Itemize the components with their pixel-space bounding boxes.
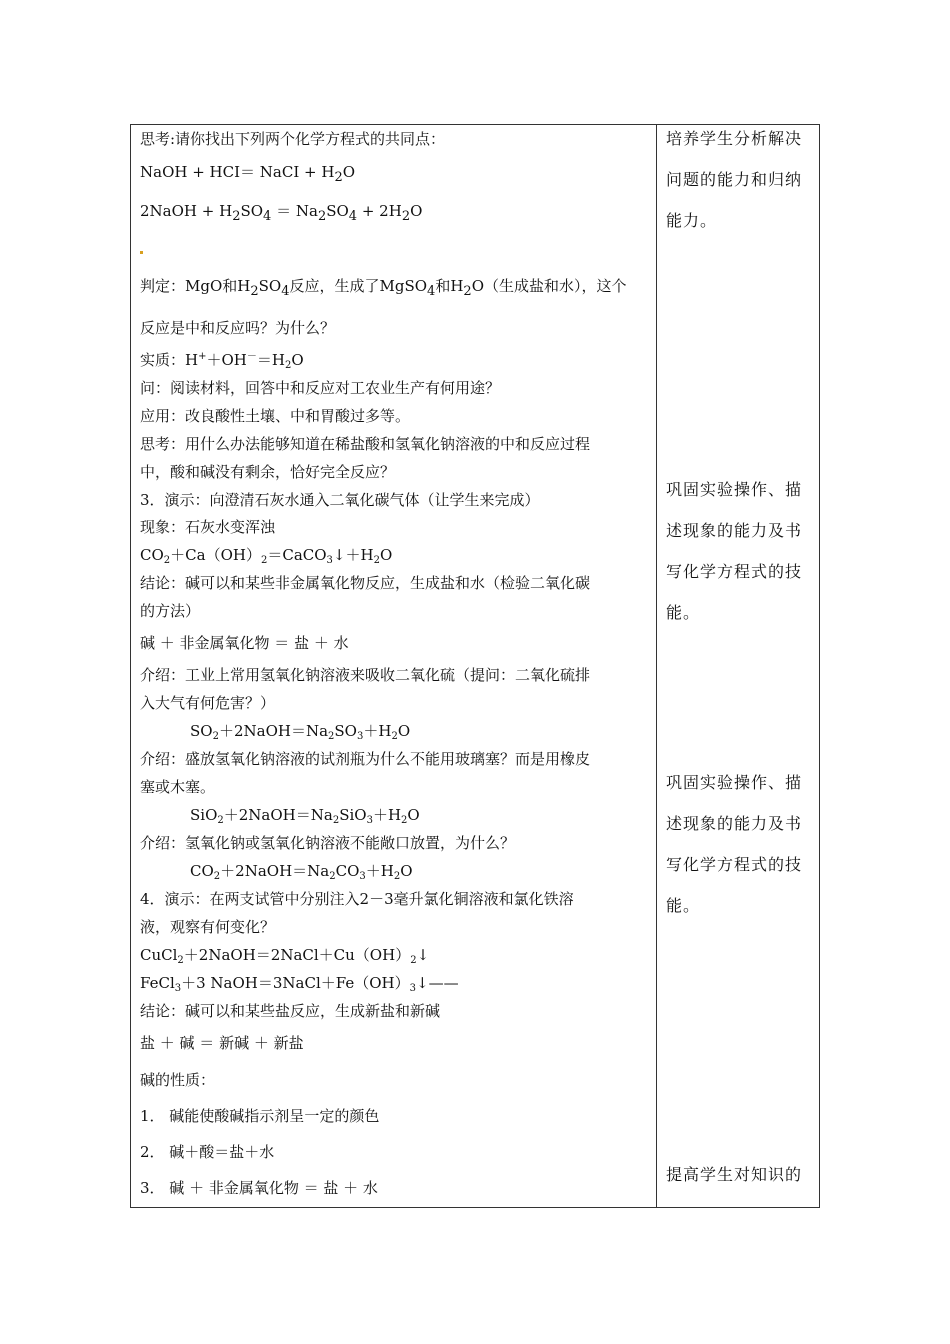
equation-so2-naoh: $SO_2+2NaOH=Na_2SO_3+H_2O$ (190, 722, 411, 742)
intro3-text: 介绍：氢氧化钠或氢氧化钠溶液不能敞口放置，为什么？ (140, 834, 516, 852)
equation-fecl3-naoh: FeCl$_3$＋3 $NaOH=3NaCl+Fe(OH)_3↓——$ (140, 974, 459, 994)
property-1: 1． 碱能使酸碱指示剂呈一定的颜色 (140, 1107, 380, 1125)
rule-base-nonmetal-oxide: 碱 ＋ 非金属氧化物 ＝ 盐 ＋ 水 (140, 634, 349, 652)
rule-salt-base: 盐 ＋ 碱 ＝ 新碱 ＋ 新盐 (140, 1034, 304, 1052)
content-column (131, 125, 657, 1207)
equation-naoh-h2so4: 2NaOH + H2SO4 ＝ Na2SO4 + 2H2O (140, 202, 423, 224)
equation-sio2-naoh: $SiO_2+2NaOH=Na_2SiO_3+H_2O$ (190, 806, 420, 826)
purpose-note-3: 巩固实验操作、描 述现象的能力及书 写化学方程式的技 能。 (666, 773, 803, 915)
properties-title: 碱的性质： (140, 1071, 216, 1089)
purpose-note-4: 提高学生对知识的 (666, 1165, 803, 1184)
demo3-text: 3．演示：向澄清石灰水通入二氧化碳气体（让学生来完成） (140, 491, 540, 509)
judge-line-1: 判定：MgO和H2SO4反应，生成了MgSO4和H2O（生成盐和水），这个 (140, 277, 627, 299)
application-text: 应用：改良酸性土壤、中和胃酸过多等。 (140, 407, 411, 425)
lesson-table (130, 124, 820, 1208)
think2-line-1: 思考：用什么办法能够知道在稀盐酸和氢氧化钠溶液的中和反应过程 (140, 435, 591, 453)
judge-line-2: 反应是中和反应吗？为什么？ (140, 319, 336, 337)
property-2: 2． 碱＋酸＝盐＋水 (140, 1143, 275, 1161)
demo4-line-2: 液，观察有何变化？ (140, 918, 276, 936)
annotation-mark (140, 251, 143, 254)
intro2-line-1: 介绍：盛放氢氧化钠溶液的试剂瓶为什么不能用玻璃塞？而是用橡皮 (140, 750, 591, 768)
equation-naoh-hcl: NaOH + HCI＝ NaCI + H2O (140, 163, 356, 185)
think2-line-2: 中，酸和碱没有剩余，恰好完全反应？ (140, 463, 396, 481)
phenomenon-text: 现象：石灰水变浑浊 (140, 518, 276, 536)
conclusion2-text: 结论：碱可以和某些盐反应，生成新盐和新碱 (140, 1002, 441, 1020)
think-prompt: 思考:请你找出下列两个化学方程式的共同点： (140, 130, 446, 148)
essence-equation: 实质：$H^++OH^-=H_2O$ (140, 351, 304, 371)
purpose-note-2: 巩固实验操作、描 述现象的能力及书 写化学方程式的技 能。 (666, 480, 803, 622)
equation-co2-caoh2: $CO_2+Ca(OH)_2=CaCO_3↓+H_2O$ (140, 546, 393, 566)
intro2-line-2: 塞或木塞。 (140, 778, 216, 796)
conclusion1-line-2: 的方法） (140, 602, 201, 620)
intro1-line-1: 介绍：工业上常用氢氧化钠溶液来吸收二氧化硫（提问：二氧化硫排 (140, 666, 591, 684)
equation-co2-naoh: $CO_2+2NaOH=Na_2CO_3+H_2O$ (190, 862, 413, 882)
equation-cucl2-naoh: $CuCl_2+2NaOH=2NaCl+Cu(OH)_2↓$ (140, 946, 430, 966)
purpose-column (657, 125, 819, 1207)
purpose-note-1: 培养学生分析解决 问题的能力和归纳 能力。 (666, 129, 803, 230)
conclusion1-line-1: 结论：碱可以和某些非金属氧化物反应，生成盐和水（检验二氧化碳 (140, 574, 591, 592)
demo4-line-1: 4．演示：在两支试管中分别注入2－3毫升氯化铜溶液和氯化铁溶 (140, 890, 574, 908)
property-3: 3． 碱 ＋ 非金属氧化物 ＝ 盐 ＋ 水 (140, 1179, 378, 1197)
question-text: 问：阅读材料，回答中和反应对工农业生产有何用途？ (140, 379, 501, 397)
intro1-line-2: 入大气有何危害？） (140, 694, 276, 712)
